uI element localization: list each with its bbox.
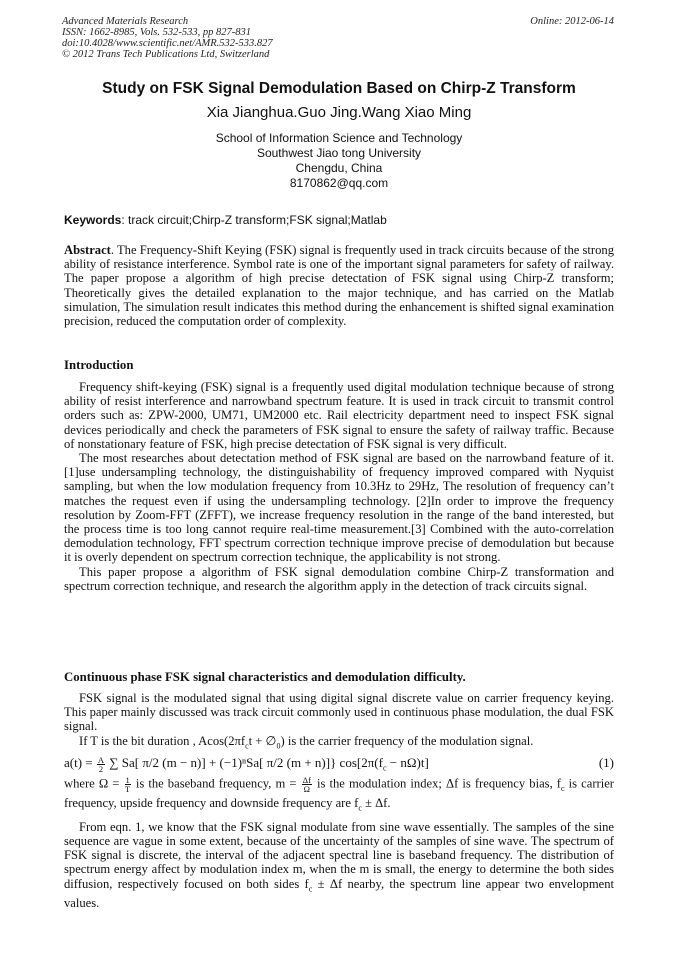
header-online-date: Online: 2012-06-14 xyxy=(530,16,614,27)
equation-tail: − nΩ)t] xyxy=(386,755,429,770)
omega-fraction: $\frac{1}{T}$ xyxy=(125,775,131,794)
section2-paragraph-2: If T is the bit duration , $Acos(2\pi f_ct$ + $\emptyset_0$) is the carrier frequency of the modulation signal. xyxy=(79,733,534,751)
section2-heading: Continuous phase FSK signal characteristics and demodulation difficulty. xyxy=(64,670,466,684)
introduction-body xyxy=(64,380,614,593)
section2-paragraph-1: FSK signal is the modulated signal that using digital signal discrete value on carrier frequency keying. This paper mainly discussed was track circuit commonly used in continuous phase modulation, the dual FSK signal. xyxy=(64,691,614,734)
header-doi: doi:10.4028/www.scientific.net/AMR.532-533.827 xyxy=(62,38,273,49)
keywords-label: Keywords xyxy=(64,213,122,227)
introduction-paragraph-2: The most researches about detectation method of FSK signal are based on the narrowband feature of it. [1]use undersampling technology, the distinguishability of frequency improved compared with Nyquist sampling, but when the low modulation frequency from 10.3Hz to 29Hz, The resolution of frequency can’t matches the request even if using the undersampling technology. [2]In order to improve the frequency resolution by Zoom-FFT (ZFFT), we increase frequency resolution in the range of the band interested, but the process time is too long cannot require real-time measurement.[3] Combined with the auto-correlation demodulation technology, FFT spectrum correction technique improve precise of demodulation but because it is overly dependent on spectrum correction technique, the applicability is not strong. xyxy=(64,451,614,565)
affiliation-line1: School of Information Science and Technology xyxy=(215,131,463,145)
modulation-index-fraction: $\frac{\Delta f}{\Omega}$ xyxy=(302,775,311,794)
introduction-heading: Introduction xyxy=(64,358,134,372)
affiliation-line3: Chengdu, China xyxy=(295,161,383,175)
section2-paragraph-3: From eqn. 1, we know that the FSK signal modulate from sine wave essentially. The samples of the sine sequence are vague in some extent, because of the uncertainty of the samples of sine wave. The spectrum of FSK signal is discrete, the interval of the adjacent spectral line is baseband frequency. The distribution of spectrum energy affect by modulation index m, when the m is small, the energy to determine the both sides diffusion, respectively focused on both sides $f_c \pm \Delta f$ nearby, the spectrum line appear two envelopment values. xyxy=(64,819,615,911)
affiliation-line2: Southwest Jiao tong University xyxy=(256,146,422,160)
keywords-text: : track circuit;Chirp-Z transform;FSK signal;Matlab xyxy=(121,213,387,227)
introduction-paragraph-1: Frequency shift-keying (FSK) signal is a frequently used digital modulation technique because of strong ability of resist interference and narrowband spectrum feature. It is used in track circuit to transmit control orders such as: ZPW-2000, UM71, UM2000 etc. Rail electricity department need to inspect FSK signal devices periodically and check the parameters of FSK signal to ensure the safety of railway traffic. Because of nonstationary feature of FSK, high precise detectation of FSK signal is very difficult. xyxy=(64,380,614,451)
header-journal: Advanced Materials Research xyxy=(62,16,189,27)
where-paragraph: where Ω = $\frac{1}{T}$ is the baseband frequency, m = $\frac{\Delta f}{\Omega}$ is the modulation index; Δf is frequency bias, $f_c$ is carrier frequency, upside frequency and downside frequency are $f_c \pm \Delta f$. xyxy=(64,775,615,813)
equation-lhs: a(t) = xyxy=(64,755,93,770)
equation-fraction: $\frac{A}{2}$ xyxy=(97,754,105,774)
section2-body xyxy=(64,691,614,753)
section2-where xyxy=(64,776,614,911)
introduction-paragraph-3: This paper propose a algorithm of FSK signal demodulation combine Chirp-Z transformation and spectrum correction technique, and research the algorithm apply in the detection of track circuits signal. xyxy=(64,564,614,593)
equation-1: a(t) = $\frac{A}{2}$ ∑ Sa[ π/2 (m − n)] + (−1)ⁿSa[ π/2 (m + n)]} $\cos[2\pi(f_c - n\Omega)t]$ (1) xyxy=(64,754,614,774)
paper-title: Study on FSK Signal Demodulation Based on Chirp-Z Transform xyxy=(102,80,576,97)
header-copyright: © 2012 Trans Tech Publications Ltd, Switzerland xyxy=(62,49,270,60)
affiliation-email: 8170862@qq.com xyxy=(289,176,389,190)
equation-body: ∑ Sa[ π/2 (m − n)] + (−1)ⁿSa[ π/2 (m + n)]} cos[2π(f xyxy=(109,755,383,770)
abstract-label: Abstract xyxy=(64,243,111,257)
header-issn: ISSN: 1662-8985, Vols. 532-533, pp 827-831 xyxy=(62,27,251,38)
equation-number: (1) xyxy=(598,755,614,770)
keywords xyxy=(64,213,614,227)
abstract xyxy=(64,243,614,328)
paper-authors: Xia Jianghua.Guo Jing.Wang Xiao Ming xyxy=(206,104,472,121)
abstract-text: . The Frequency-Shift Keying (FSK) signal is frequently used in track circuits because of the strong ability of resistance interference. Symbol rate is one of the important signal parameters for safety of railway. The paper propose a algorithm of high precise detectation of FSK signal using Chirp-Z transform; Theoretically gives the detailed explanation to the major technique, and has carried on the Matlab simulation, The simulation result indicates this method during the enhancement is shifted signal examination precision, reduced the computation order of complexity. xyxy=(64,243,614,329)
